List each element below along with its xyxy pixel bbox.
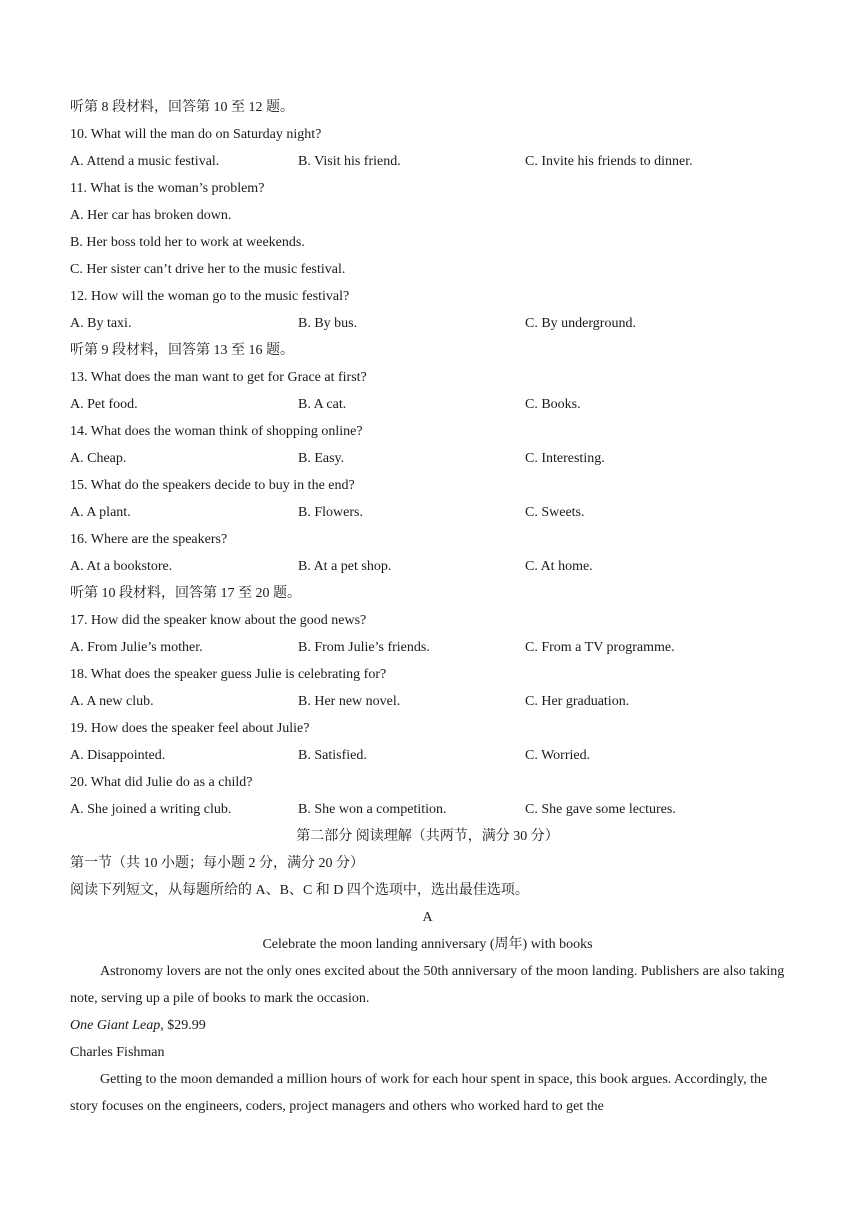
options-row-14 (70, 445, 785, 472)
option-b: B. A cat. (298, 397, 347, 412)
question-15: 15. What do the speakers decide to buy in the end? (70, 478, 355, 493)
paragraph-intro: Astronomy lovers are not the only ones excited about the 50th anniversary of the moon landing. Publishers are also taking note, serving up a pile of books to mark the occasion. (70, 964, 785, 1006)
book-price: , $29.99 (160, 1018, 206, 1033)
passage-title: Celebrate the moon landing anniversary (周年) with books (262, 937, 593, 952)
option-a: A. Attend a music festival. (70, 154, 220, 169)
option-a: A. Cheap. (70, 451, 127, 466)
section-one-title: 第一节（共 10 小题；每小题 2 分，满分 20 分） (70, 856, 364, 871)
options-row-18 (70, 688, 785, 715)
question-10: 10. What will the man do on Saturday night? (70, 127, 322, 142)
option-a: A. From Julie’s mother. (70, 640, 203, 655)
option-b: B. Her boss told her to work at weekends. (70, 235, 305, 250)
option-c: C. Her sister can’t drive her to the music festival. (70, 262, 346, 277)
option-c: C. From a TV programme. (525, 640, 675, 655)
option-b: B. Flowers. (298, 505, 363, 520)
question-11: 11. What is the woman’s problem? (70, 181, 265, 196)
option-c: C. By underground. (525, 316, 636, 331)
option-c: C. At home. (525, 559, 593, 574)
options-row-10 (70, 148, 785, 175)
part-two-title: 第二部分 阅读理解（共两节，满分 30 分） (296, 829, 559, 844)
option-b: B. Her new novel. (298, 694, 401, 709)
options-row-20 (70, 796, 785, 823)
question-12: 12. How will the woman go to the music festival? (70, 289, 350, 304)
option-a: A. Her car has broken down. (70, 208, 232, 223)
question-14: 14. What does the woman think of shopping online? (70, 424, 363, 439)
options-row-12 (70, 310, 785, 337)
option-b: B. She won a competition. (298, 802, 447, 817)
paragraph-book-description: Getting to the moon demanded a million hours of work for each hour spent in space, this book argues. Accordingly, the story focuses on the engineers, coders, project managers and others who worked hard to get the (70, 1072, 768, 1114)
option-a: A. At a bookstore. (70, 559, 173, 574)
option-b: B. Visit his friend. (298, 154, 401, 169)
question-19: 19. How does the speaker feel about Julie? (70, 721, 310, 736)
option-c: C. Interesting. (525, 451, 605, 466)
option-b: B. At a pet shop. (298, 559, 392, 574)
passage-letter: A (422, 910, 433, 925)
reading-instruction: 阅读下列短文，从每题所给的 A、B、C 和 D 四个选项中，选出最佳选项。 (70, 883, 529, 898)
option-c: C. Invite his friends to dinner. (525, 154, 693, 169)
book-title: One Giant Leap (70, 1018, 161, 1033)
option-a: A. She joined a writing club. (70, 802, 232, 817)
options-row-15 (70, 499, 785, 526)
option-c: C. Her graduation. (525, 694, 630, 709)
options-row-19 (70, 742, 785, 769)
option-a: A. Disappointed. (70, 748, 166, 763)
question-20: 20. What did Julie do as a child? (70, 775, 253, 790)
option-b: B. By bus. (298, 316, 358, 331)
option-a: A. By taxi. (70, 316, 132, 331)
section-9-header: 听第 9 段材料，回答第 13 至 16 题。 (70, 343, 294, 358)
question-16: 16. Where are the speakers? (70, 532, 228, 547)
options-row-13 (70, 391, 785, 418)
exam-page (70, 94, 785, 1120)
option-a: A. A new club. (70, 694, 154, 709)
option-c: C. She gave some lectures. (525, 802, 676, 817)
section-8-header: 听第 8 段材料，回答第 10 至 12 题。 (70, 100, 294, 115)
book-title-line (70, 1012, 785, 1039)
option-a: A. A plant. (70, 505, 131, 520)
book-author: Charles Fishman (70, 1045, 165, 1060)
section-10-header: 听第 10 段材料，回答第 17 至 20 题。 (70, 586, 301, 601)
question-18: 18. What does the speaker guess Julie is celebrating for? (70, 667, 387, 682)
option-c: C. Sweets. (525, 505, 585, 520)
options-row-17 (70, 634, 785, 661)
option-b: B. Satisfied. (298, 748, 367, 763)
question-13: 13. What does the man want to get for Grace at first? (70, 370, 367, 385)
option-c: C. Books. (525, 397, 581, 412)
options-row-16 (70, 553, 785, 580)
question-17: 17. How did the speaker know about the good news? (70, 613, 367, 628)
option-a: A. Pet food. (70, 397, 138, 412)
option-b: B. From Julie’s friends. (298, 640, 430, 655)
option-c: C. Worried. (525, 748, 591, 763)
option-b: B. Easy. (298, 451, 345, 466)
